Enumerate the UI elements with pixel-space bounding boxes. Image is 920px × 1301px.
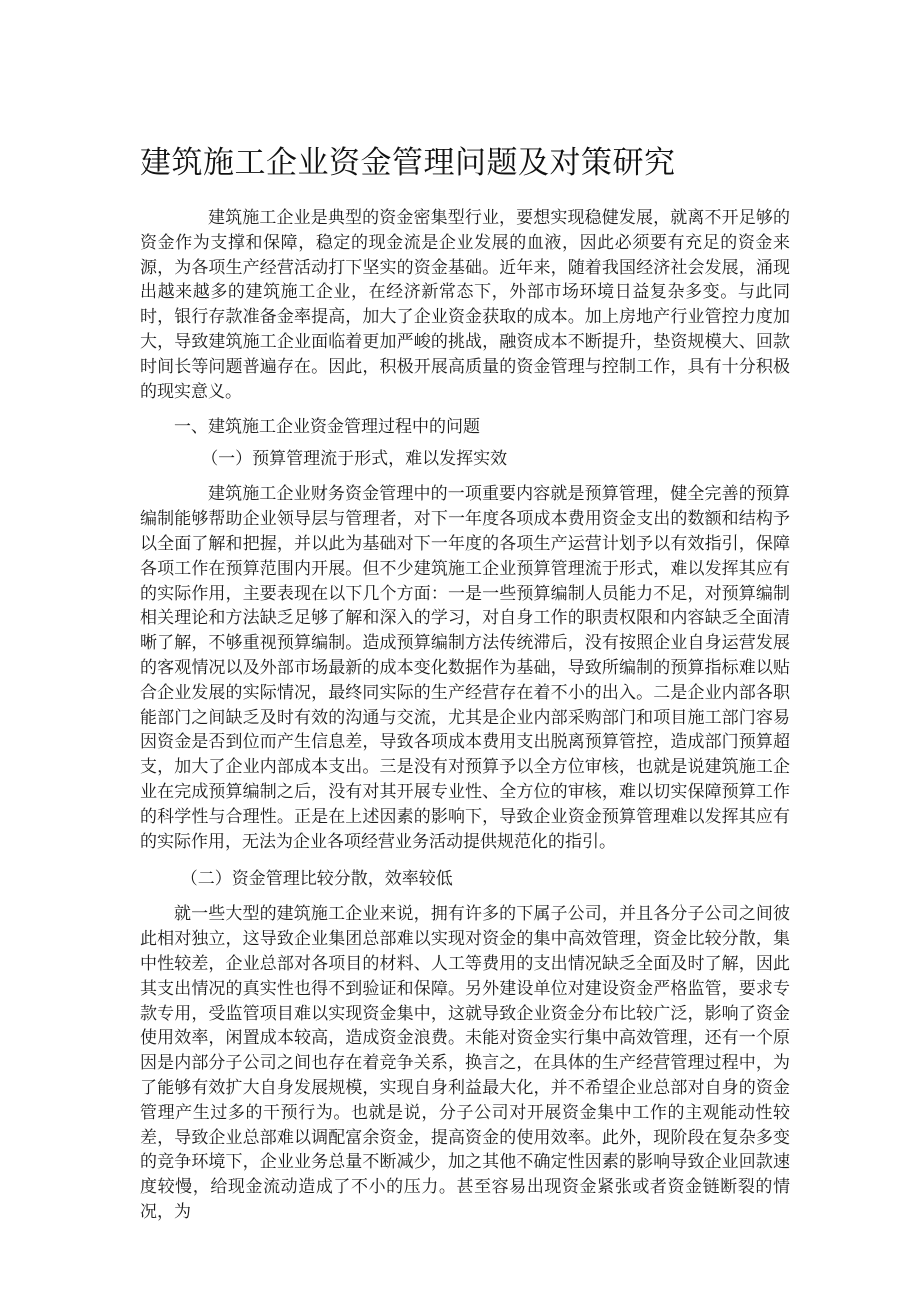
intro-paragraph: 建筑施工企业是典型的资金密集型行业，要想实现稳健发展，就离不开足够的资金作为支撑和保障，稳定的现金流是企业发展的血液，因此必须要有充足的资金来源，为各项生产经营活动打下坚实的资金基础。近年来，随着我国经济社会发展，涌现出越来越多的建筑施工企业，在经济新常态下，外部市场环境日益复杂多变。与此同时，银行存款准备金率提高，加大了企业资金获取的成本。加上房地产行业管控力度加大，导致建筑施工企业面临着更加严峻的挑战，融资成本不断提升，垫资规模大、回款时间长等问题普遍存在。因此，积极开展高质量的资金管理与控制工作，具有十分积极的现实意义。 [140, 208, 790, 402]
document-content [140, 140, 790, 1225]
subsection-body-2: 就一些大型的建筑施工企业来说，拥有许多的下属子公司，并且各分子公司之间彼此相对独立，这导致企业集团总部难以实现对资金的集中高效管理，资金比较分散，集中性较差，企业总部对各项目的材料、人工等费用的支出情况缺乏全面及时了解，因此其支出情况的真实性也得不到验证和保障。另外建设单位对建设资金严格监管，要求专款专用，受监管项目难以实现资金集中，这就导致企业资金分布比较广泛，影响了资金使用效率，闲置成本较高，造成资金浪费。未能对资金实行集中高效管理，还有一个原因是内部分子公司之间也存在着竞争关系，换言之，在具体的生产经营管理过程中，为了能够有效扩大自身发展规模，实现自身利益最大化，并不希望企业总部对自身的资金管理产生过多的干预行为。也就是说，分子公司对开展资金集中工作的主观能动性较差，导致企业总部难以调配富余资金，提高资金的使用效率。此外，现阶段在复杂多变的竞争环境下，企业业务总量不断减少，加之其他不确定性因素的影响导致企业回款速度较慢，给现金流动造成了不小的压力。甚至容易出现资金紧张或者资金链断裂的情况，为 [140, 904, 790, 1222]
subsection-heading-2: （二）资金管理比较分散，效率较低 [180, 869, 453, 890]
subsection-body-1: 建筑施工企业财务资金管理中的一项重要内容就是预算管理，健全完善的预算编制能够帮助企业领导层与管理者，对下一年度各项成本费用资金支出的数额和结构予以全面了解和把握，并以此为基础对下一年度的各项生产运营计划予以有效指引，保障各项工作在预算范围内开展。但不少建筑施工企业预算管理流于形式，难以发挥其应有的实际作用，主要表现在以下几个方面：一是一些预算编制人员能力不足，对预算编制相关理论和方法缺乏足够了解和深入的学习，对自身工作的职责权限和内容缺乏全面清晰了解，不够重视预算编制。造成预算编制方法传统滞后，没有按照企业自身运营发展的客观情况以及外部市场最新的成本变化数据作为基础，导致所编制的预算指标难以贴合企业发展的实际情况，最终同实际的生产经营存在着不小的出入。二是企业内部各职能部门之间缺乏及时有效的沟通与交流，尤其是企业内部采购部门和项目施工部门容易因资金是否到位而产生信息差，导致各项成本费用支出脱离预算管控，造成部门预算超支，加大了企业内部成本支出。三是没有对预算予以全方位审核，也就是说建筑施工企业在完成预算编制之后，没有对其开展专业性、全方位的审核，难以切实保障预算工作的科学性与合理性。正是在上述因素的影响下，导致企业资金预算管理难以发挥其应有的实际作用，无法为企业各项经营业务活动提供规范化的指引。 [140, 484, 790, 852]
document-title: 建筑施工企业资金管理问题及对策研究 [140, 145, 676, 181]
subsection-heading-1: （一）预算管理流于形式，难以发挥实效 [201, 449, 508, 470]
section-heading-1: 一、建筑施工企业资金管理过程中的问题 [174, 417, 480, 438]
